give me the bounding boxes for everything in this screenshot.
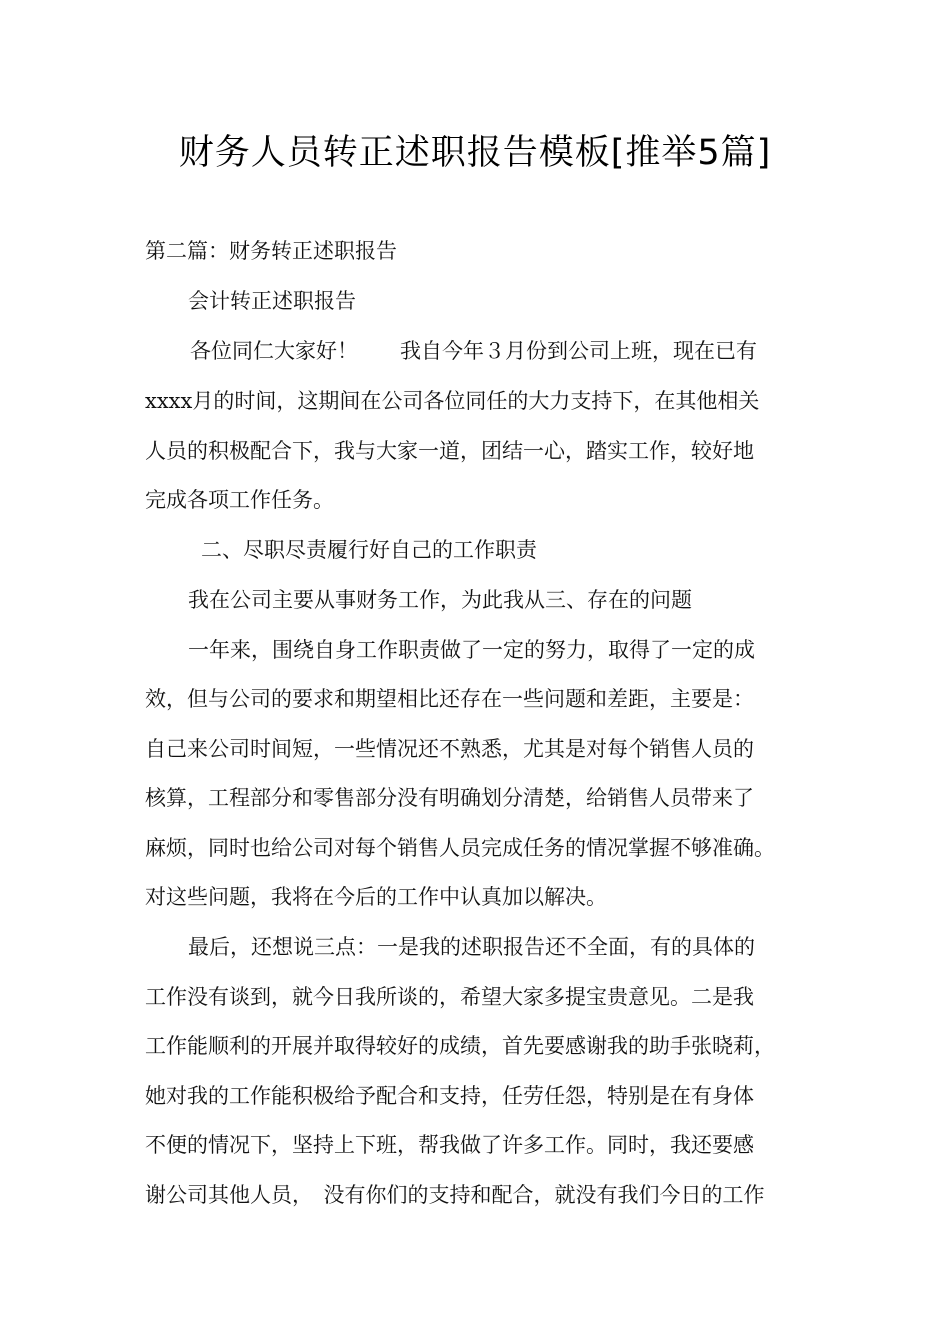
paragraph-line: 工作没有谈到，就今日我所谈的，希望大家多提宝贵意见。二是我 [145,985,754,1009]
paragraph-line: 人员的积极配合下，我与大家一道，团结一心，踏实工作，较好地 [145,439,754,463]
paragraph-line: 效，但与公司的要求和期望相比还存在一些问题和差距，主要是： [145,687,754,711]
subheading: 会计转正述职报告 [188,289,356,313]
section-subheading: 二、尽职尽责履行好自己的工作职责 [201,538,537,562]
paragraph-line: 我在公司主要从事财务工作，为此我从三、存在的问题 [188,588,692,612]
paragraph-line: 她对我的工作能积极给予配合和支持，任劳任怨，特别是在有身体 [145,1084,754,1108]
paragraph-line: 对这些问题，我将在今后的工作中认真加以解决。 [145,885,607,909]
paragraph-line: 不便的情况下，坚持上下班，帮我做了许多工作。同时，我还要感 [145,1133,754,1157]
document-title: 财务人员转正述职报告模板[推举5篇] [178,133,772,173]
paragraph-line: 最后，还想说三点：一是我的述职报告还不全面，有的具体的 [188,935,755,959]
paragraph-line: 一年来，围绕自身工作职责做了一定的努力，取得了一定的成 [188,638,755,662]
paragraph-line: xxxx月的时间，这期间在公司各位同任的大力支持下，在其他相关 [145,389,760,413]
paragraph-line: 完成各项工作任务。 [145,488,334,512]
section-heading: 第二篇：财务转正述职报告 [145,239,397,263]
paragraph-line: 麻烦，同时也给公司对每个销售人员完成任务的情况掌握不够准确。 [145,836,775,860]
paragraph-line: 谢公司其他人员， 没有你们的支持和配合，就没有我们今日的工作 [145,1183,765,1207]
paragraph-line: 各位同仁大家好！ 我自今年３月份到公司上班，现在已有 [190,339,757,363]
paragraph-line: 工作能顺利的开展并取得较好的成绩，首先要感谢我的助手张晓莉， [145,1034,775,1058]
paragraph-line: 核算，工程部分和零售部分没有明确划分清楚，给销售人员带来了 [145,786,754,810]
paragraph-line: 自己来公司时间短，一些情况还不熟悉，尤其是对每个销售人员的 [145,737,754,761]
